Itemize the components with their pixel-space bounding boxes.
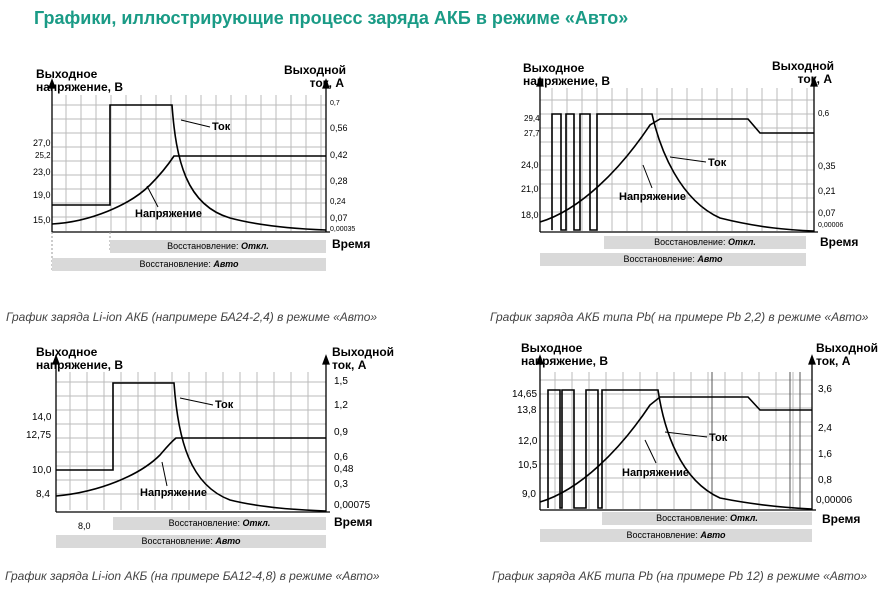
right-tick: 0,00075 [334, 500, 371, 511]
left-tick: 12,75 [26, 430, 52, 441]
ylabel-right-line2: ток, А [816, 354, 851, 368]
ylabel-right-line2: ток, А [309, 76, 344, 90]
right-tick: 1,2 [334, 400, 348, 411]
right-tick: 0,6 [818, 109, 830, 118]
xlabel: Время [822, 512, 861, 526]
annotation-current: Ток [215, 399, 234, 411]
left-tick: 21,0 [521, 184, 539, 194]
right-tick: 0,56 [330, 123, 348, 133]
xlabel: Время [332, 237, 371, 251]
chart-caption: График заряда Li-ion АКБ (на примере БА12-4,8) в режиме «Авто» [5, 569, 380, 583]
ylabel-left-line2: напряжение, В [523, 74, 610, 88]
right-tick: 0,7 [330, 100, 340, 107]
annotation-current: Ток [212, 121, 231, 133]
x-tick: 8,0 [78, 521, 91, 531]
left-tick: 14,65 [512, 389, 538, 400]
left-tick: 27,7 [524, 129, 540, 138]
annotation-current: Ток [708, 157, 727, 169]
chart-caption: График заряда АКБ типа Pb (на примере Pb 12) в режиме «Авто» [492, 569, 868, 583]
page-title: Графики, иллюстрирующие процесс заряда АКБ в режиме «Авто» [34, 8, 629, 28]
xlabel: Время [820, 235, 859, 249]
left-tick: 10,0 [32, 465, 52, 476]
right-tick: 0,3 [334, 479, 348, 490]
ylabel-left-line1: Выходное [36, 67, 98, 81]
ylabel-right-line2: ток, А [797, 72, 832, 86]
chart-caption: График заряда АКБ типа Pb( на примере Pb 2,2) в режиме «Авто» [490, 310, 869, 324]
ylabel-right-line1: Выходной [816, 341, 879, 355]
xlabel: Время [334, 515, 373, 529]
chart-caption: График заряда Li-ion АКБ (напримере БА24-2,4) в режиме «Авто» [6, 310, 378, 324]
ylabel-right-line1: Выходной [332, 345, 395, 359]
bar-recovery-auto: Восстановление: Авто [56, 535, 326, 548]
ylabel-left-line1: Выходное [36, 345, 98, 359]
left-tick: 19,0 [33, 190, 51, 200]
right-tick: 0,00006 [818, 222, 844, 229]
left-tick: 12,0 [518, 436, 538, 447]
bar-recovery-off: Восстановление: Откл. [604, 236, 806, 249]
right-tick: 0,35 [818, 161, 836, 171]
bar-recovery-auto: Восстановление: Авто [52, 258, 326, 271]
right-tick: 3,6 [818, 384, 832, 395]
ylabel-left-line1: Выходное [523, 61, 585, 75]
right-tick: 0,48 [334, 464, 354, 475]
bar-recovery-off: Восстановление: Откл. [113, 517, 326, 530]
grid [540, 372, 812, 509]
right-tick: 0,00035 [330, 226, 356, 233]
right-tick: 0,00006 [816, 495, 853, 506]
annotation-voltage: Напряжение [135, 208, 202, 220]
right-tick: 0,8 [818, 475, 832, 486]
right-tick: 0,21 [818, 186, 836, 196]
left-tick: 23,0 [33, 167, 51, 177]
right-tick: 0,6 [334, 452, 348, 463]
left-tick: 24,0 [521, 160, 539, 170]
right-tick: 0,24 [330, 197, 346, 206]
bar-recovery-auto: Восстановление: Авто [540, 529, 812, 542]
left-tick: 15,0 [33, 215, 51, 225]
right-tick: 0,07 [330, 213, 348, 223]
ylabel-right-line1: Выходной [284, 63, 347, 77]
bar-recovery-auto: Восстановление: Авто [540, 253, 806, 266]
ylabel-left-line2: напряжение, В [521, 354, 608, 368]
annotation-voltage: Напряжение [140, 487, 207, 499]
left-tick: 29,4 [524, 114, 540, 123]
right-tick: 0,42 [330, 150, 348, 160]
annotation-voltage: Напряжение [619, 191, 686, 203]
ylabel-right-line2: ток, А [332, 358, 367, 372]
bar-recovery-off: Восстановление: Откл. [110, 240, 326, 253]
annotation-current: Ток [709, 432, 728, 444]
ylabel-left-line2: напряжение, В [36, 80, 123, 94]
right-tick: 0,28 [330, 176, 348, 186]
left-tick: 8,4 [36, 489, 50, 500]
left-tick: 18,0 [521, 210, 539, 220]
annotation-voltage: Напряжение [622, 467, 689, 479]
right-tick: 1,5 [334, 376, 348, 387]
ylabel-left-line2: напряжение, В [36, 358, 123, 372]
left-tick: 10,5 [518, 460, 538, 471]
left-tick: 25,2 [35, 151, 51, 160]
ylabel-left-line1: Выходное [521, 341, 583, 355]
right-tick: 1,6 [818, 449, 832, 460]
right-tick: 0,9 [334, 427, 348, 438]
left-tick: 14,0 [32, 412, 52, 423]
right-tick: 2,4 [818, 423, 832, 434]
right-tick: 0,07 [818, 208, 836, 218]
left-tick: 9,0 [522, 489, 536, 500]
bar-recovery-off: Восстановление: Откл. [602, 512, 812, 525]
left-tick: 13,8 [517, 405, 537, 416]
left-tick: 27,0 [33, 138, 51, 148]
ylabel-right-line1: Выходной [772, 59, 835, 73]
